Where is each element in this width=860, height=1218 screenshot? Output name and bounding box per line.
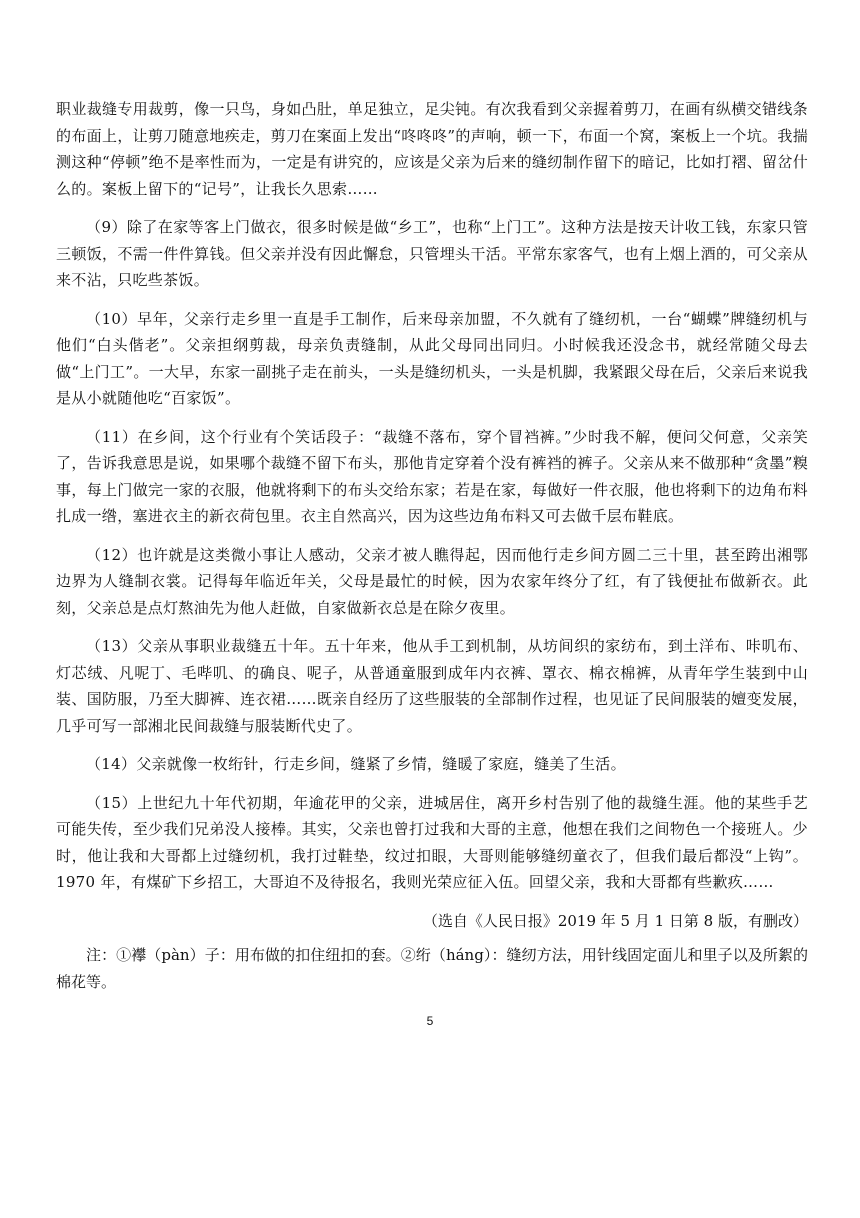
paragraph-14: （14）父亲就像一枚绗针，行走乡间，缝紧了乡情，缝暖了家庭，缝美了生活。 xyxy=(86,755,626,773)
paragraph-15: （15）上世纪九十年代初期，年逾花甲的父亲，进城居住，离开乡村告别了他的裁缝生涯。他的某些手艺可能失传，至少我们兄弟没人接棒。其实，父亲也曾打过我和大哥的主意，他想在我们之间物色一个接班人。少时，他让我和大哥都上过缝纫机，我打过鞋垫，纹过扣眼，大哥则能够缝纫童衣了，但我们最后都没“上钩”。1970 年，有煤矿下乡招工，大哥迫不及待报名，我则光荣应征入伍。回望父亲，我和大哥都有些歉疚…… xyxy=(56,793,808,891)
paragraph-11: （11）在乡间，这个行业有个笑话段子：“裁缝不落布，穿个冒裆裤。”少时我不解，便问父何意，父亲笑了，告诉我意思是说，如果哪个裁缝不留下布头，那他肯定穿着个没有裤裆的裤子。父亲从来不做那种“贪墨”糗事，每上门做完一家的衣服，他就将剩下的布头交给东家；若是在家，每做好一件衣服，他也将剩下的边角布料扎成一绺，塞进衣主的新衣荷包里。衣主自然高兴，因为这些边角布料又可去做千层布鞋底。 xyxy=(56,427,808,525)
paragraph-13: （13）父亲从事职业裁缝五十年。五十年来，他从手工到机制，从坊间织的家纺布，到土洋布、咔叽布、灯芯绒、凡呢丁、毛哔叽、的确良、呢子，从普通童服到成年内衣裤、罩衣、棉衣棉裤，从青年学生装到中山装、国防服，乃至大脚裤、连衣裙……既亲自经历了这些服装的全部制作过程，也见证了民间服装的嬗变发展，几乎可写一部湘北民间裁缝与服装断代史了。 xyxy=(56,637,808,735)
paragraph-9: （9）除了在家等客上门做衣，很多时候是做“乡工”，也称“上门工”。这种方法是按天计收工钱，东家只管三顿饭，不需一件件算钱。但父亲并没有因此懈怠，只管埋头干活。平常东家客气，也有上烟上酒的，可父亲从来不沾，只吃些茶饭。 xyxy=(56,218,808,289)
page-number: 5 xyxy=(426,1014,434,1028)
footnote: 注：①襻（pàn）子：用布做的扣住纽扣的套。②绗（háng）：缝纫方法，用针线固定面儿和里子以及所絮的棉花等。 xyxy=(56,946,808,991)
paragraph-10: （10）早年，父亲行走乡里一直是手工制作，后来母亲加盟，不久就有了缝纫机，一台“蝴蝶”牌缝纫机与他们“白头偕老”。父亲担纲剪裁，母亲负责缝制，从此父母同出同归。小时候我还没念书，就经常随父母去做“上门工”。一大早，东家一副挑子走在前头，一头是缝纫机头，一头是机脚，我紧跟父母在后，父亲后来说我是从小就随他吃“百家饭”。 xyxy=(56,309,808,407)
paragraph-12: （12）也许就是这类微小事让人感动，父亲才被人瞧得起，因而他行走乡间方圆二三十里，甚至跨出湘鄂边界为人缝制衣裳。记得每年临近年关，父母是最忙的时候，因为农家年终分了红，有了钱便扯布做新衣。此刻，父亲总是点灯熬油先为他人赶做，自家做新衣总是在除夕夜里。 xyxy=(56,545,808,617)
paragraph-continued: 职业裁缝专用裁剪，像一只鸟，身如凸肚，单足独立，足尖钝。有次我看到父亲握着剪刀，在画有纵横交错线条的布面上，让剪刀随意地疾走，剪刀在案面上发出“咚咚咚”的声响，顿一下，布面一个窝，案板上一个坑。我揣测这种“停顿”绝不是率性而为，一定是有讲究的，应该是父亲为后来的缝纫制作留下的暗记，比如打褶、留岔什么的。案板上留下的“记号”，让我长久思索…… xyxy=(56,100,808,198)
source-citation: （选自《人民日报》2019 年 5 月 1 日第 8 版，有删改） xyxy=(422,911,808,930)
article-body xyxy=(56,96,808,995)
